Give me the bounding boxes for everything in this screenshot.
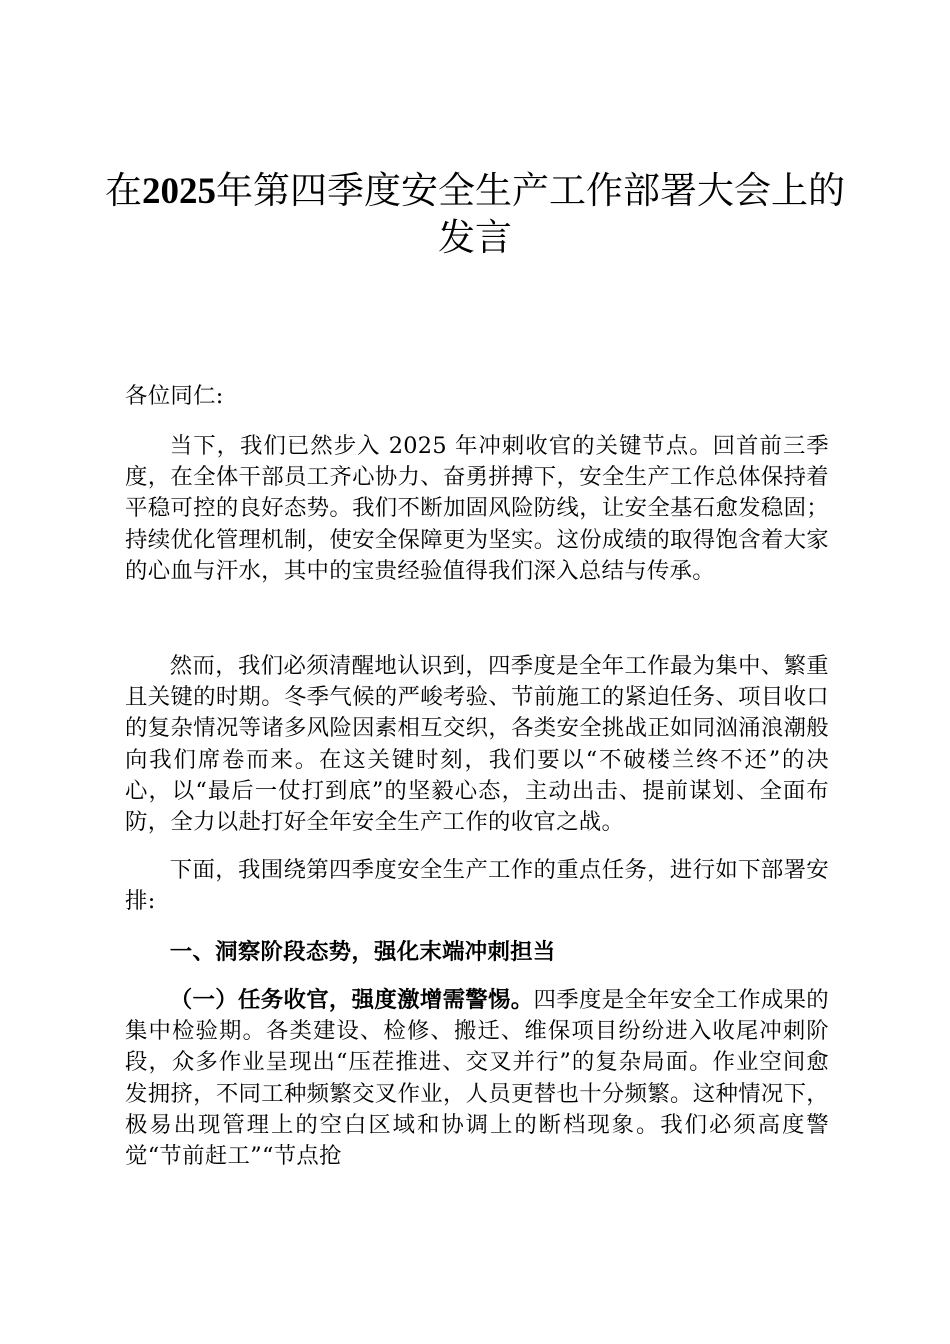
title-year: 2025 [142,171,216,212]
title-suffix: 年第四季度安全生产工作部署大会上的发言 [216,169,845,259]
subsection-paragraph [125,985,829,1172]
document-title [100,168,850,261]
paragraph: 然而，我们必须清醒地认识到，四季度是全年工作最为集中、繁重且关键的时期。冬季气候的严峻考验、节前施工的紧迫任务、项目收口的复杂情况等诸多风险因素相互交织，各类安全挑战正如同汹涌浪潮般向我们席卷而来。在这关键时刻，我们要以“不破楼兰终不还”的决心，以“最后一仗打到底”的坚毅心态，主动出击、提前谋划、全面布防，全力以赴打好全年安全生产工作的收官之战。 [125,653,829,836]
paragraph: 当下，我们已然步入 2025 年冲刺收官的关键节点。回首前三季度，在全体干部员工齐心协力、奋勇拼搏下，安全生产工作总体保持着平稳可控的良好态势。我们不断加固风险防线，让安全基石愈发稳固；持续优化管理机制，使安全保障更为坚实。这份成绩的取得饱含着大家的心血与汗水，其中的宝贵经验值得我们深入总结与传承。 [125,433,829,584]
subsection-text: 四季度是全年安全工作成果的集中检验期。各类建设、检修、搬迁、维保项目纷纷进入收尾冲刺阶段，众多作业呈现出“压茬推进、交叉并行”的复杂局面。作业空间愈发拥挤，不同工种频繁交叉作业，人员更替也十分频繁。这种情况下，极易出现管理上的空白区域和协调上的断档现象。我们必须高度警觉“节前赶工”“节点抢 [125,987,829,1170]
paragraph: 下面，我围绕第四季度安全生产工作的重点任务，进行如下部署安排: [125,857,829,915]
salutation: 各位同仁: [125,383,224,409]
subsection-lead: （一）任务收官，强度激增需警惕。 [169,987,534,1013]
section-heading: 一、洞察阶段态势，强化末端冲刺担当 [169,939,556,965]
title-prefix: 在 [105,169,142,212]
